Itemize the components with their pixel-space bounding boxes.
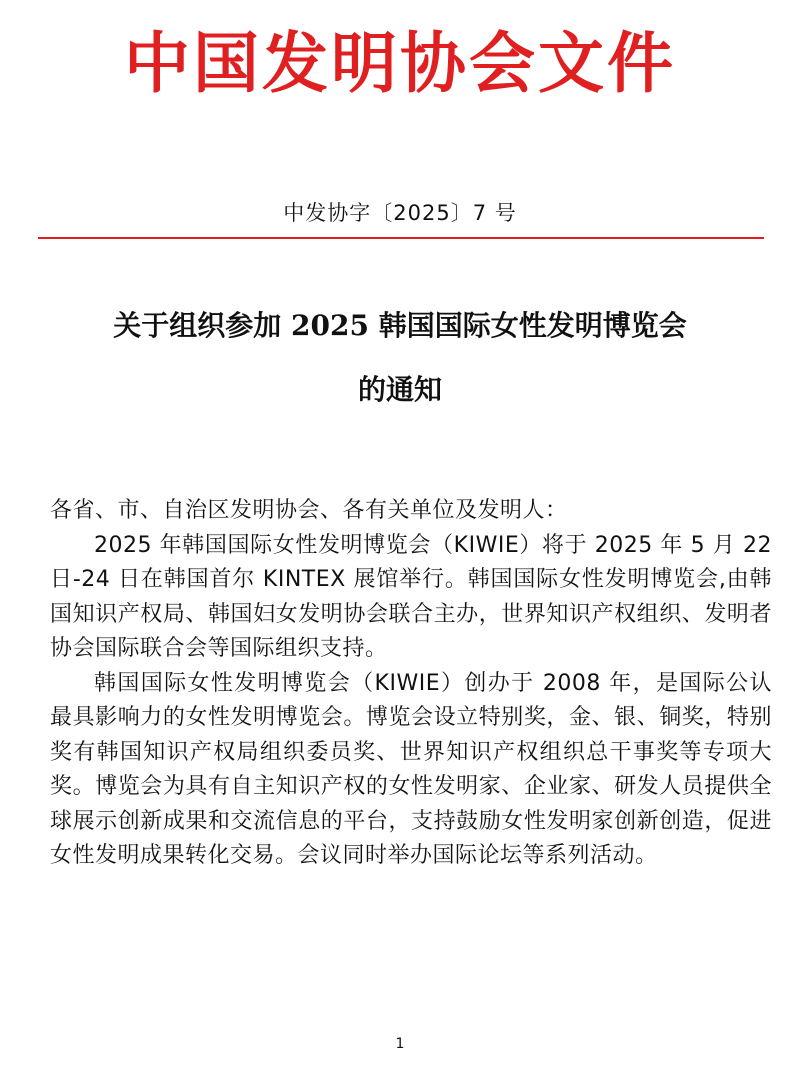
notice-title-line-1: 关于组织参加 2025 韩国国际女性发明博览会 xyxy=(113,309,687,342)
document-masthead: 中国发明协会文件 xyxy=(124,24,676,102)
notice-title-line-2: 的通知 xyxy=(357,373,442,406)
document-number: 中发协字〔2025〕7 号 xyxy=(283,201,517,225)
salutation: 各省、市、自治区发明协会、各有关单位及发明人： xyxy=(50,498,568,523)
body-paragraph-2: 韩国国际女性发明博览会（KIWIE）创办于 2008 年，是国际公认最具影响力的女性发明博览会。博览会设立特别奖，金、银、铜奖，特别奖有韩国知识产权局组织委员奖、世界知识产权组织总干事奖等专项大奖。博览会为具有自主知识产权的女性发明家、企业家、研发人员提供全球展示创新成果和交流信息的平台，支持鼓励女性发明家创新创造，促进女性发明成果转化交易。会议同时举办国际论坛等系列活动。 xyxy=(50,670,772,868)
red-divider-line xyxy=(38,237,764,239)
page-number: 1 xyxy=(395,1036,405,1052)
notice-body xyxy=(50,494,772,874)
body-paragraph-1: 2025 年韩国国际女性发明博览会（KIWIE）将于 2025 年 5 月 22 日-24 日在韩国首尔 KINTEX 展馆举行。韩国国际女性发明博览会,由韩国知识产权局、韩国妇女发明协会联合主办，世界知识产权组织、发明者协会国际联合会等国际组织支持。 xyxy=(50,532,772,661)
